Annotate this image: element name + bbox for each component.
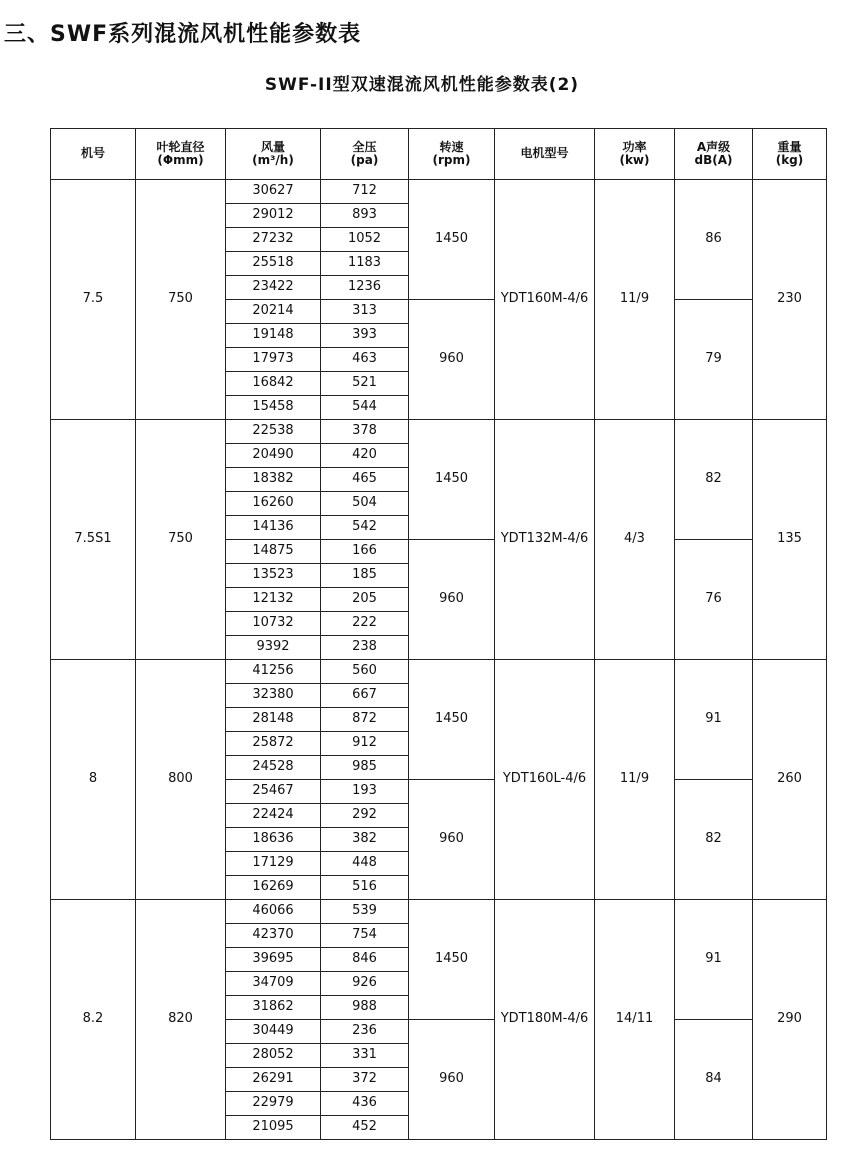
pressure-cell: 988 xyxy=(321,996,409,1020)
airflow-cell: 31862 xyxy=(226,996,321,1020)
noise-cell: 79 xyxy=(675,300,753,420)
weight-cell: 290 xyxy=(753,900,827,1140)
speed-cell: 1450 xyxy=(409,180,495,300)
header-weight-unit: (kg) xyxy=(775,153,804,167)
header-weight-label: 重量 xyxy=(777,139,802,154)
airflow-cell: 29012 xyxy=(226,204,321,228)
airflow-cell: 25872 xyxy=(226,732,321,756)
pressure-cell: 539 xyxy=(321,900,409,924)
speed-cell: 1450 xyxy=(409,420,495,540)
airflow-cell: 19148 xyxy=(226,324,321,348)
table-row xyxy=(51,420,827,444)
airflow-cell: 16269 xyxy=(226,876,321,900)
power-cell: 4/3 xyxy=(595,420,675,660)
pressure-cell: 205 xyxy=(321,588,409,612)
motor-cell: YDT132M-4/6 xyxy=(495,420,595,660)
table-body xyxy=(51,180,827,1140)
pressure-cell: 1236 xyxy=(321,276,409,300)
header-model xyxy=(51,129,136,180)
pressure-cell: 893 xyxy=(321,204,409,228)
airflow-cell: 28148 xyxy=(226,708,321,732)
model-cell: 7.5S1 xyxy=(51,420,136,660)
airflow-cell: 12132 xyxy=(226,588,321,612)
pressure-cell: 846 xyxy=(321,948,409,972)
motor-cell: YDT180M-4/6 xyxy=(495,900,595,1140)
pressure-cell: 912 xyxy=(321,732,409,756)
table-title: SWF-II型双速混流风机性能参数表(2) xyxy=(264,75,580,95)
airflow-cell: 42370 xyxy=(226,924,321,948)
power-cell: 11/9 xyxy=(595,180,675,420)
airflow-cell: 16842 xyxy=(226,372,321,396)
pressure-cell: 985 xyxy=(321,756,409,780)
pressure-cell: 236 xyxy=(321,1020,409,1044)
airflow-cell: 23422 xyxy=(226,276,321,300)
header-power-label: 功率 xyxy=(622,139,647,154)
pressure-cell: 872 xyxy=(321,708,409,732)
airflow-cell: 25467 xyxy=(226,780,321,804)
pressure-cell: 420 xyxy=(321,444,409,468)
airflow-cell: 18382 xyxy=(226,468,321,492)
section-title: 三、SWF系列混流风机性能参数表 xyxy=(4,22,362,47)
noise-cell: 91 xyxy=(675,900,753,1020)
diameter-cell: 750 xyxy=(136,180,226,420)
pressure-cell: 222 xyxy=(321,612,409,636)
header-pressure-unit: (pa) xyxy=(350,153,379,167)
pressure-cell: 313 xyxy=(321,300,409,324)
header-diameter-unit: (Φmm) xyxy=(157,153,204,167)
diameter-cell: 750 xyxy=(136,420,226,660)
pressure-cell: 166 xyxy=(321,540,409,564)
pressure-cell: 1183 xyxy=(321,252,409,276)
header-pressure xyxy=(321,129,409,180)
header-noise-label: A声级 xyxy=(696,139,731,154)
airflow-cell: 32380 xyxy=(226,684,321,708)
airflow-cell: 39695 xyxy=(226,948,321,972)
pressure-cell: 463 xyxy=(321,348,409,372)
speed-cell: 1450 xyxy=(409,900,495,1020)
airflow-cell: 18636 xyxy=(226,828,321,852)
airflow-cell: 22424 xyxy=(226,804,321,828)
pressure-cell: 378 xyxy=(321,420,409,444)
airflow-cell: 22538 xyxy=(226,420,321,444)
header-speed xyxy=(409,129,495,180)
header-diameter xyxy=(136,129,226,180)
pressure-cell: 436 xyxy=(321,1092,409,1116)
header-speed-unit: (rpm) xyxy=(432,153,471,167)
pressure-cell: 926 xyxy=(321,972,409,996)
weight-cell: 135 xyxy=(753,420,827,660)
noise-cell: 91 xyxy=(675,660,753,780)
pressure-cell: 452 xyxy=(321,1116,409,1140)
pressure-cell: 372 xyxy=(321,1068,409,1092)
speed-cell: 960 xyxy=(409,300,495,420)
airflow-cell: 15458 xyxy=(226,396,321,420)
model-cell: 8 xyxy=(51,660,136,900)
header-motor-label: 电机型号 xyxy=(520,146,569,161)
airflow-cell: 22979 xyxy=(226,1092,321,1116)
pressure-cell: 516 xyxy=(321,876,409,900)
airflow-cell: 9392 xyxy=(226,636,321,660)
header-row xyxy=(51,129,827,180)
airflow-cell: 14136 xyxy=(226,516,321,540)
pressure-cell: 1052 xyxy=(321,228,409,252)
pressure-cell: 185 xyxy=(321,564,409,588)
airflow-cell: 17129 xyxy=(226,852,321,876)
pressure-cell: 448 xyxy=(321,852,409,876)
airflow-cell: 21095 xyxy=(226,1116,321,1140)
weight-cell: 230 xyxy=(753,180,827,420)
pressure-cell: 521 xyxy=(321,372,409,396)
pressure-cell: 393 xyxy=(321,324,409,348)
noise-cell: 86 xyxy=(675,180,753,300)
header-airflow-unit: (m³/h) xyxy=(252,153,294,167)
header-diameter-label: 叶轮直径 xyxy=(156,139,205,154)
model-cell: 7.5 xyxy=(51,180,136,420)
airflow-cell: 10732 xyxy=(226,612,321,636)
table-row xyxy=(51,180,827,204)
model-cell: 8.2 xyxy=(51,900,136,1140)
airflow-cell: 16260 xyxy=(226,492,321,516)
noise-cell: 82 xyxy=(675,780,753,900)
weight-cell: 260 xyxy=(753,660,827,900)
airflow-cell: 30627 xyxy=(226,180,321,204)
header-pressure-label: 全压 xyxy=(352,139,377,154)
pressure-cell: 712 xyxy=(321,180,409,204)
airflow-cell: 13523 xyxy=(226,564,321,588)
header-speed-label: 转速 xyxy=(439,139,464,154)
pressure-cell: 560 xyxy=(321,660,409,684)
header-power-unit: (kw) xyxy=(619,153,650,167)
motor-cell: YDT160L-4/6 xyxy=(495,660,595,900)
speed-cell: 960 xyxy=(409,1020,495,1140)
table-row xyxy=(51,660,827,684)
diameter-cell: 800 xyxy=(136,660,226,900)
pressure-cell: 754 xyxy=(321,924,409,948)
pressure-cell: 542 xyxy=(321,516,409,540)
power-cell: 14/11 xyxy=(595,900,675,1140)
airflow-cell: 46066 xyxy=(226,900,321,924)
pressure-cell: 382 xyxy=(321,828,409,852)
speed-cell: 1450 xyxy=(409,660,495,780)
speed-cell: 960 xyxy=(409,540,495,660)
pressure-cell: 667 xyxy=(321,684,409,708)
diameter-cell: 820 xyxy=(136,900,226,1140)
airflow-cell: 28052 xyxy=(226,1044,321,1068)
pressure-cell: 544 xyxy=(321,396,409,420)
airflow-cell: 30449 xyxy=(226,1020,321,1044)
header-noise xyxy=(675,129,753,180)
airflow-cell: 27232 xyxy=(226,228,321,252)
airflow-cell: 17973 xyxy=(226,348,321,372)
airflow-cell: 25518 xyxy=(226,252,321,276)
header-power xyxy=(595,129,675,180)
noise-cell: 84 xyxy=(675,1020,753,1140)
airflow-cell: 20490 xyxy=(226,444,321,468)
header-model-label: 机号 xyxy=(80,146,105,161)
power-cell: 11/9 xyxy=(595,660,675,900)
airflow-cell: 41256 xyxy=(226,660,321,684)
performance-table xyxy=(50,128,827,1140)
pressure-cell: 238 xyxy=(321,636,409,660)
pressure-cell: 331 xyxy=(321,1044,409,1068)
noise-cell: 76 xyxy=(675,540,753,660)
header-noise-unit: dB(A) xyxy=(694,153,733,167)
airflow-cell: 14875 xyxy=(226,540,321,564)
speed-cell: 960 xyxy=(409,780,495,900)
header-airflow-label: 风量 xyxy=(260,139,285,154)
table-row xyxy=(51,900,827,924)
header-motor xyxy=(495,129,595,180)
motor-cell: YDT160M-4/6 xyxy=(495,180,595,420)
pressure-cell: 465 xyxy=(321,468,409,492)
airflow-cell: 34709 xyxy=(226,972,321,996)
pressure-cell: 193 xyxy=(321,780,409,804)
airflow-cell: 26291 xyxy=(226,1068,321,1092)
header-weight xyxy=(753,129,827,180)
pressure-cell: 504 xyxy=(321,492,409,516)
airflow-cell: 24528 xyxy=(226,756,321,780)
pressure-cell: 292 xyxy=(321,804,409,828)
header-airflow xyxy=(226,129,321,180)
noise-cell: 82 xyxy=(675,420,753,540)
airflow-cell: 20214 xyxy=(226,300,321,324)
